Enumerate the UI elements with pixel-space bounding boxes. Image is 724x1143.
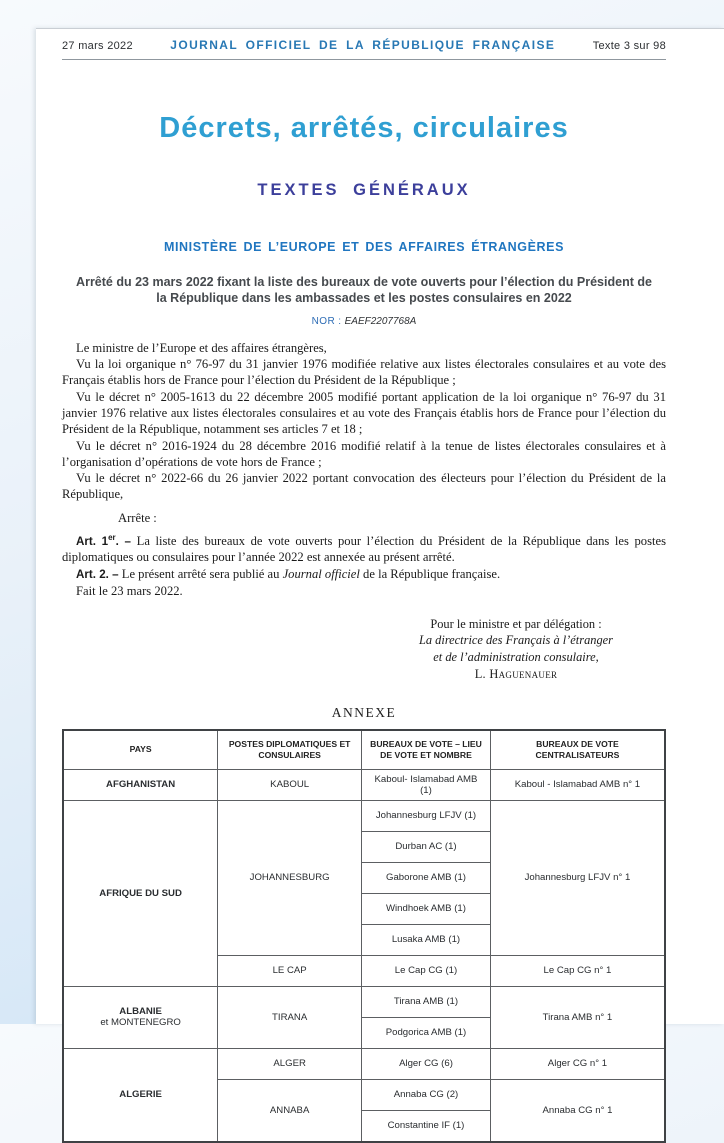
table-cell (362, 986, 491, 1017)
table-cell (218, 800, 362, 955)
table-cell (362, 769, 491, 800)
text-segment: Arrête : (118, 511, 157, 526)
text-segment: Le ministre de l’Europe et des affaires étrangères, (76, 340, 327, 355)
section-title: TEXTES GÉNÉRAUX (257, 181, 471, 199)
header-date: 27 mars 2022 (62, 40, 133, 52)
act-body (62, 341, 666, 600)
signature-role-line1: La directrice des Français à l’étranger (419, 633, 613, 648)
table-cell (490, 769, 665, 800)
journal-title: JOURNAL OFFICIEL DE LA RÉPUBLIQUE FRANÇAISE (170, 38, 556, 52)
signature-name: L. Haguenauer (474, 666, 558, 681)
cell-text: Alger CG n° 1 (547, 1058, 608, 1070)
cell-subtext: et MONTENEGRO (100, 1017, 181, 1029)
cell-text: LE CAP (272, 965, 307, 977)
cell-text: AFGHANISTAN (106, 779, 176, 791)
text-segment: La liste des bureaux de vote ouverts pour l’élection du Président de la République dans les postes diplomatiques ou consulaires pour l’année 2022 est annexée au présent arrêté. (62, 534, 666, 564)
annex-table (62, 729, 666, 1143)
cell-text: Le Cap CG (1) (394, 965, 458, 977)
table-cell (362, 862, 491, 893)
paragraph (62, 390, 666, 438)
text-segment: Fait le 23 mars 2022. (76, 583, 183, 598)
cell-text: Kaboul - Islamabad AMB n° 1 (514, 779, 641, 791)
column-header: BUREAUX DE VOTE – LIEU DE VOTE ET NOMBRE (362, 730, 491, 770)
paragraph (62, 511, 666, 527)
country-cell (63, 986, 218, 1048)
text-segment: Journal officiel (282, 566, 360, 581)
table-cell (218, 1048, 362, 1079)
table-cell (362, 831, 491, 862)
text-segment: Art. 1 (76, 535, 109, 549)
cell-text: ANNABA (269, 1104, 310, 1116)
text-segment: Le présent arrêté sera publié au (121, 566, 283, 581)
cell-text: Tirana AMB n° 1 (542, 1011, 613, 1023)
cell-text: Alger CG (6) (399, 1058, 453, 1070)
paragraph (62, 439, 666, 471)
table-cell (218, 1079, 362, 1142)
table-cell (490, 1048, 665, 1079)
table-row (63, 1048, 665, 1079)
cell-text: AFRIQUE DU SUD (99, 887, 182, 899)
main-title: Décrets, arrêtés, circulaires (159, 112, 569, 144)
table-cell (218, 769, 362, 800)
cell-text: Windhoek AMB (1) (385, 903, 466, 915)
table-cell (218, 986, 362, 1048)
nor-value: EAEF2207768A (344, 315, 417, 327)
cell-text: Annaba CG (2) (393, 1089, 459, 1101)
cell-text: Durban AC (1) (395, 841, 457, 853)
paragraph (62, 471, 666, 503)
cell-text: TIRANA (272, 1011, 308, 1023)
paragraph (62, 533, 666, 566)
annex-title: ANNEXE (331, 704, 397, 720)
journal-header (62, 29, 666, 60)
cell-text: Johannesburg LFJV n° 1 (524, 872, 631, 884)
cell-text: ALGERIE (119, 1089, 162, 1101)
table-cell (362, 955, 491, 986)
nor-label: NOR : (311, 315, 345, 327)
text-segment: Vu la loi organique n° 76-97 du 31 janvier 1976 modifiée relative aux listes électorales consulaires et au vote des Français établis hors de France pour l’élection du Président de la République ; (62, 357, 666, 388)
table-cell (490, 986, 665, 1048)
cell-text: JOHANNESBURG (249, 872, 330, 884)
table-row (63, 769, 665, 800)
table-cell (490, 1079, 665, 1142)
table-header-row (63, 730, 665, 770)
header-text-number: Texte 3 sur 98 (592, 40, 666, 52)
cell-text: Gaborone AMB (1) (385, 872, 466, 884)
text-segment: Vu le décret n° 2022-66 du 26 janvier 2022 portant convocation des électeurs pour l’élection du Président de la République, (62, 471, 666, 502)
text-segment: Art. 2. – (76, 567, 122, 581)
cell-text: Lusaka AMB (1) (391, 934, 461, 946)
cell-text: Podgorica AMB (1) (385, 1027, 467, 1039)
paragraph (62, 567, 666, 583)
signature-delegation: Pour le ministre et par délégation : (430, 616, 602, 631)
paragraph (62, 584, 666, 600)
country-cell (63, 769, 218, 800)
signature-role-line2: et de l’administration consulaire, (433, 650, 599, 665)
act-title: Arrêté du 23 mars 2022 fixant la liste des bureaux de vote ouverts pour l’élection du Président de la République dans les ambassades et les postes consulaires en 2022 (76, 275, 652, 306)
cell-text: Le Cap CG n° 1 (543, 965, 612, 977)
table-row (63, 986, 665, 1017)
text-segment: Vu le décret n° 2005-1613 du 22 décembre 2005 modifié portant application de la loi organique n° 76-97 du 31 janvier 1976 relative aux listes électorales consulaires et au vote des Français établis hors de France pour l’élection du Président de la République, notamment ses articles 7 et 18 ; (62, 390, 666, 436)
signature-block (366, 616, 666, 683)
cell-text: Kaboul- Islamabad AMB (1) (374, 773, 478, 796)
cell-text: Johannesburg LFJV (1) (375, 810, 477, 822)
table-cell (490, 955, 665, 986)
table-cell (490, 800, 665, 955)
cell-text: Tirana AMB (1) (393, 996, 459, 1008)
column-header: BUREAUX DE VOTE CENTRALISATEURS (490, 730, 665, 770)
table-cell (362, 1110, 491, 1142)
text-segment: . – (115, 535, 137, 549)
cell-text: ALBANIE (119, 1006, 162, 1018)
table-cell (362, 924, 491, 955)
table-cell (362, 1017, 491, 1048)
cell-text: Constantine IF (1) (387, 1120, 465, 1132)
table-cell (218, 955, 362, 986)
country-cell (63, 1048, 218, 1142)
table-cell (362, 893, 491, 924)
paragraph (62, 357, 666, 389)
column-header: PAYS (63, 730, 218, 770)
table-cell (362, 800, 491, 831)
ministry-heading: MINISTÈRE DE L’EUROPE ET DES AFFAIRES ÉTRANGÈRES (163, 240, 565, 254)
text-segment: er (108, 532, 116, 542)
column-header: POSTES DIPLOMATIQUES ET CONSULAIRES (218, 730, 362, 770)
cell-text: Annaba CG n° 1 (542, 1104, 613, 1116)
cell-text: KABOUL (270, 779, 310, 791)
table-cell (362, 1048, 491, 1079)
text-segment: Vu le décret n° 2016-1924 du 28 décembre 2016 modifié relatif à la tenue de listes électorales consulaires et à l’organisation d’opérations de vote hors de France ; (62, 438, 666, 469)
country-cell (63, 800, 218, 986)
text-segment: de la République française. (359, 566, 501, 581)
table-row (63, 800, 665, 831)
document-page (36, 28, 724, 1132)
cell-text: ALGER (273, 1058, 306, 1070)
nor-line (62, 316, 666, 327)
paragraph (62, 341, 666, 357)
table-cell (362, 1079, 491, 1110)
